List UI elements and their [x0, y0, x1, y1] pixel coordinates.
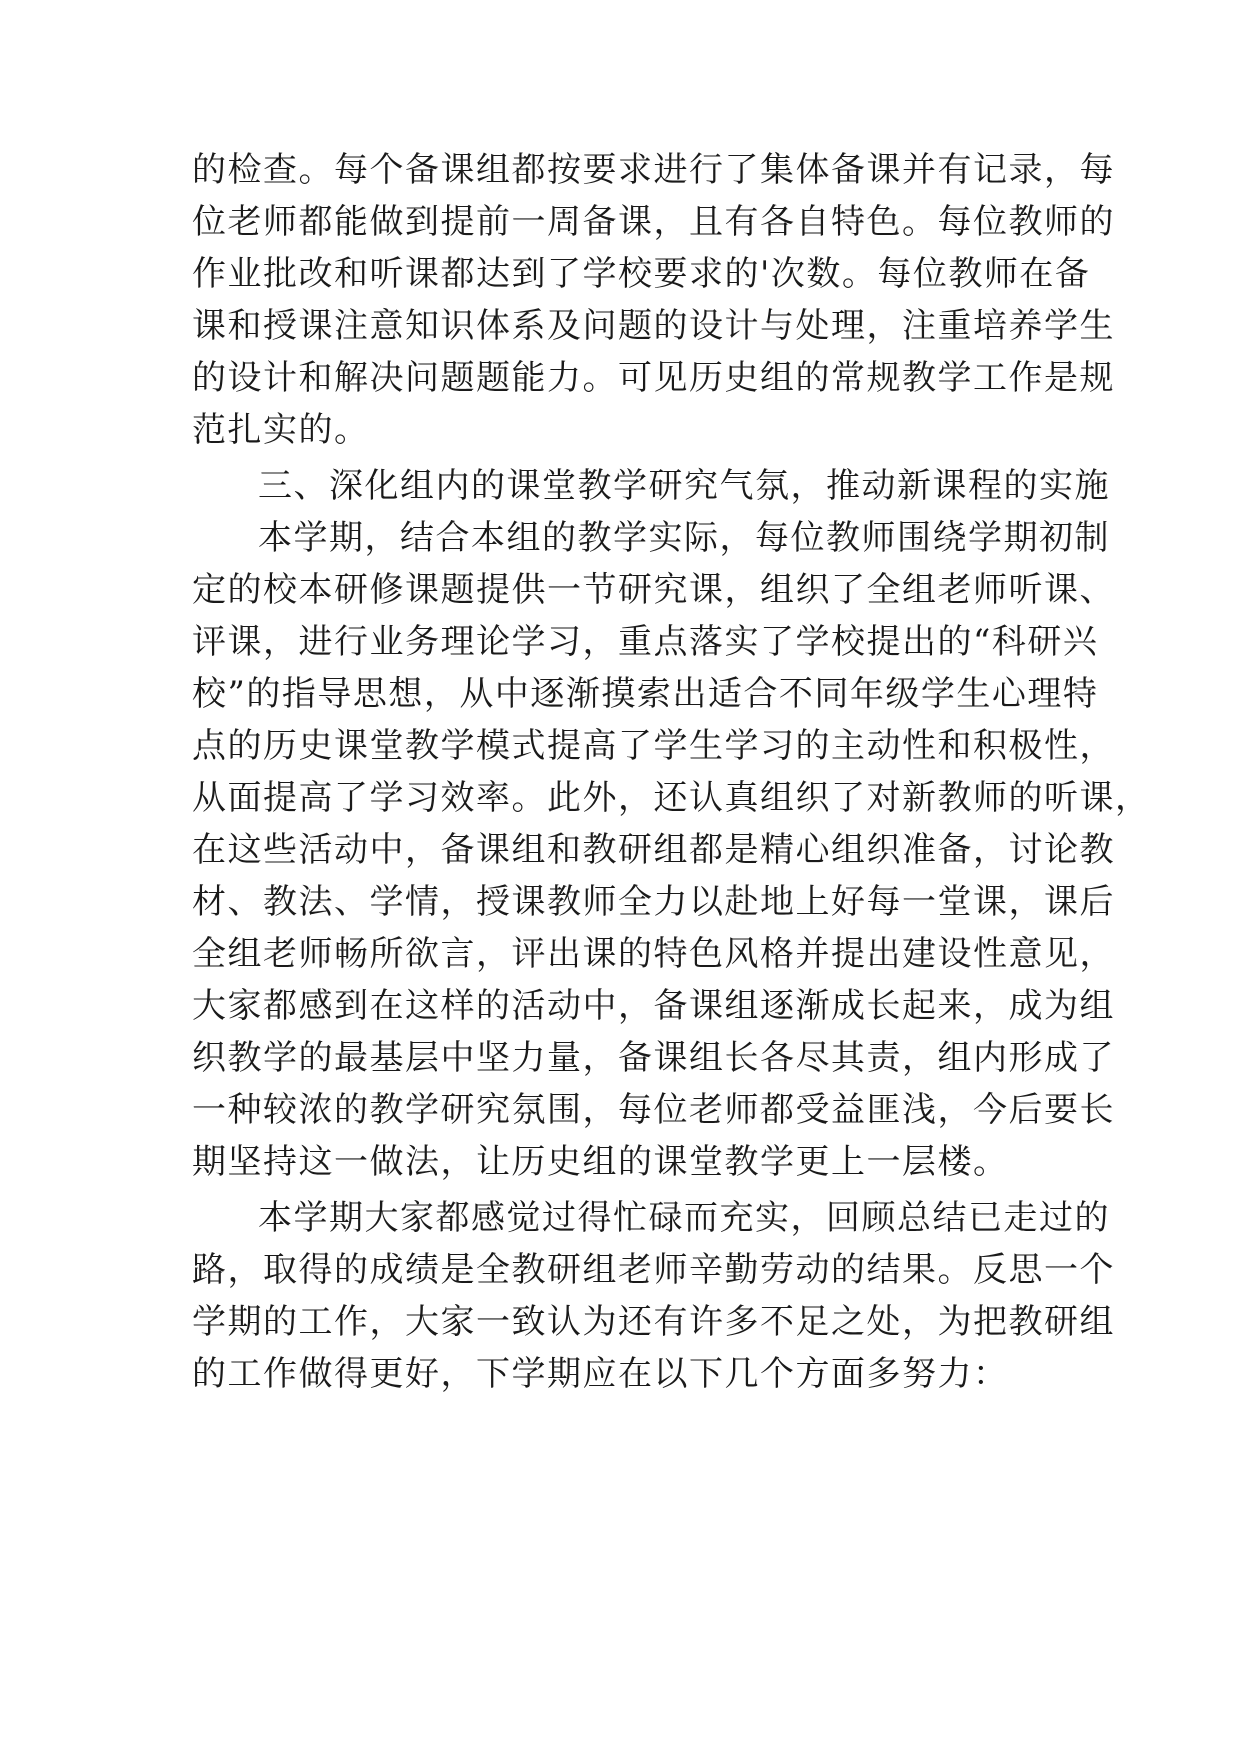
- text-line: 点的历史课堂教学模式提高了学生学习的主动性和积极性，: [192, 726, 1115, 766]
- text-line: 校”的指导思想，从中逐渐摸索出适合不同年级学生心理特: [192, 674, 1099, 714]
- paragraph-first-line: 本学期，结合本组的教学实际，每位教师围绕学期初制: [258, 518, 1110, 558]
- text-line: 织教学的最基层中坚力量，备课组长各尽其责，组内形成了: [192, 1038, 1115, 1078]
- text-line: 路，取得的成绩是全教研组老师辛勤劳动的结果。反思一个: [192, 1250, 1115, 1290]
- text-line: 在这些活动中，备课组和教研组都是精心组织准备，讨论教: [192, 830, 1115, 870]
- text-line: 的检查。每个备课组都按要求进行了集体备课并有记录，每: [192, 150, 1115, 190]
- text-line: 定的校本研修课题提供一节研究课，组织了全组老师听课、: [192, 570, 1115, 610]
- text-line: 从面提高了学习效率。此外，还认真组织了对新教师的听课，: [192, 778, 1151, 818]
- text-line: 期坚持这一做法，让历史组的课堂教学更上一层楼。: [192, 1142, 1009, 1182]
- text-line: 大家都感到在这样的活动中，备课组逐渐成长起来，成为组: [192, 986, 1115, 1026]
- text-line: 的设计和解决问题题能力。可见历史组的常规教学工作是规: [192, 358, 1115, 398]
- text-line: 评课，进行业务理论学习，重点落实了学校提出的“科研兴: [192, 622, 1099, 662]
- text-line: 作业批改和听课都达到了学校要求的'次数。每位教师在备: [192, 254, 1091, 294]
- paragraph-first-line: 本学期大家都感觉过得忙碌而充实，回顾总结已走过的: [258, 1198, 1110, 1238]
- text-line: 位老师都能做到提前一周备课，且有各自特色。每位教师的: [192, 202, 1115, 242]
- text-line: 全组老师畅所欲言，评出课的特色风格并提出建设性意见，: [192, 934, 1115, 974]
- section-heading: 三、深化组内的课堂教学研究气氛，推动新课程的实施: [258, 466, 1110, 506]
- text-line: 材、教法、学情，授课教师全力以赴地上好每一堂课，课后: [192, 882, 1115, 922]
- text-line: 课和授课注意知识体系及问题的设计与处理，注重培养学生: [192, 306, 1115, 346]
- text-line: 的工作做得更好，下学期应在以下几个方面多努力：: [192, 1354, 1009, 1394]
- text-line: 学期的工作，大家一致认为还有许多不足之处，为把教研组: [192, 1302, 1115, 1342]
- text-line: 一种较浓的教学研究氛围，每位老师都受益匪浅，今后要长: [192, 1090, 1115, 1130]
- text-line: 范扎实的。: [192, 410, 370, 450]
